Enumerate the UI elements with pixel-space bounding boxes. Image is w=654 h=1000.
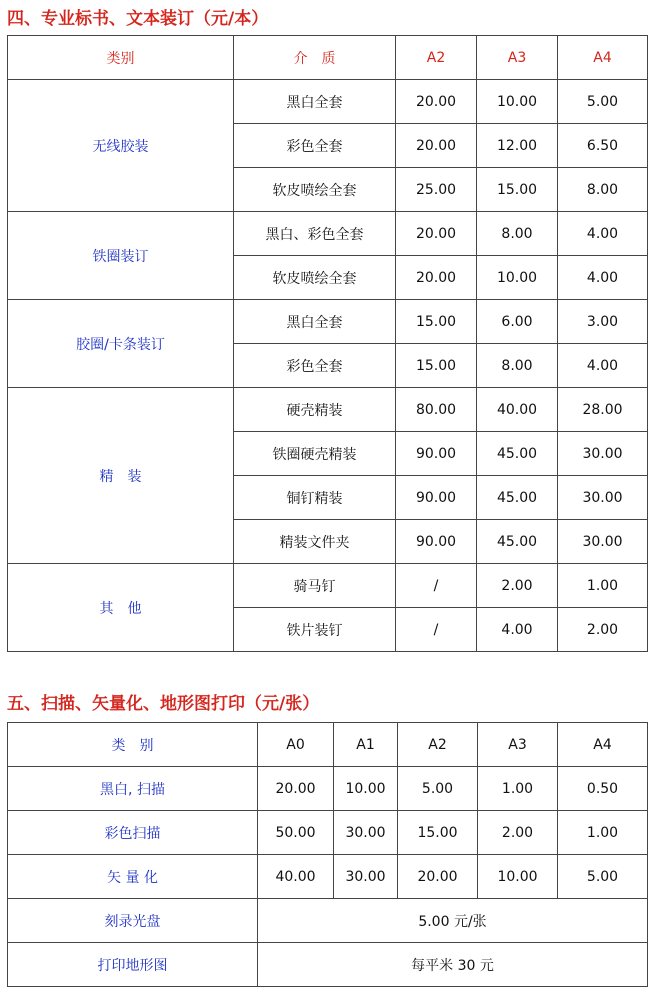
price-a3-cell: 45.00	[477, 520, 558, 564]
category-cell: 矢 量 化	[8, 855, 258, 899]
medium-cell: 骑马钉	[234, 564, 396, 608]
medium-cell: 彩色全套	[234, 344, 396, 388]
medium-cell: 软皮喷绘全套	[234, 168, 396, 212]
price-a3-cell: 15.00	[477, 168, 558, 212]
price-a3-cell: 8.00	[477, 212, 558, 256]
price-a3-cell: 10.00	[477, 256, 558, 300]
price-a2-cell: 5.00	[398, 767, 478, 811]
column-header: A2	[398, 723, 478, 767]
price-a2-cell: 25.00	[396, 168, 477, 212]
column-header: 介 质	[234, 36, 396, 80]
price-a2-cell: 15.00	[398, 811, 478, 855]
category-cell: 黑白, 扫描	[8, 767, 258, 811]
price-a0-cell: 40.00	[258, 855, 334, 899]
price-a3-cell: 8.00	[477, 344, 558, 388]
price-a3-cell: 1.00	[478, 767, 558, 811]
price-a2-cell: 15.00	[396, 300, 477, 344]
merged-value-cell: 5.00 元/张	[258, 899, 648, 943]
category-cell: 精 装	[8, 388, 234, 564]
price-a2-cell: 20.00	[396, 256, 477, 300]
price-a3-cell: 6.00	[477, 300, 558, 344]
medium-cell: 铜钉精装	[234, 476, 396, 520]
medium-cell: 彩色全套	[234, 124, 396, 168]
column-header: A4	[558, 36, 648, 80]
medium-cell: 黑白、彩色全套	[234, 212, 396, 256]
medium-cell: 铁圈硬壳精装	[234, 432, 396, 476]
binding-price-table	[7, 35, 648, 652]
category-cell: 打印地形图	[8, 943, 258, 987]
price-a1-cell: 30.00	[334, 855, 398, 899]
price-a2-cell: 20.00	[396, 124, 477, 168]
price-a3-cell: 2.00	[478, 811, 558, 855]
price-a3-cell: 2.00	[477, 564, 558, 608]
category-cell: 彩色扫描	[8, 811, 258, 855]
table-row	[8, 212, 648, 256]
medium-cell: 软皮喷绘全套	[234, 256, 396, 300]
price-a2-cell: 20.00	[396, 80, 477, 124]
merged-value-cell: 每平米 30 元	[258, 943, 648, 987]
price-a2-cell: /	[396, 608, 477, 652]
price-a0-cell: 50.00	[258, 811, 334, 855]
price-a2-cell: 20.00	[396, 212, 477, 256]
price-a4-cell: 28.00	[558, 388, 648, 432]
price-a4-cell: 2.00	[558, 608, 648, 652]
table-row	[8, 388, 648, 432]
scan-print-price-table	[7, 722, 648, 987]
price-a4-cell: 0.50	[558, 767, 648, 811]
header-row	[8, 36, 648, 80]
table-row	[8, 80, 648, 124]
price-a4-cell: 30.00	[558, 432, 648, 476]
price-a4-cell: 30.00	[558, 520, 648, 564]
price-a4-cell: 4.00	[558, 344, 648, 388]
medium-cell: 硬壳精装	[234, 388, 396, 432]
column-header: A1	[334, 723, 398, 767]
table-row	[8, 943, 648, 987]
price-a2-cell: 90.00	[396, 476, 477, 520]
section-5-title: 五、扫描、矢量化、地形图打印（元/张）	[7, 694, 320, 714]
table-row	[8, 300, 648, 344]
price-a4-cell: 6.50	[558, 124, 648, 168]
column-header: A0	[258, 723, 334, 767]
table-row	[8, 855, 648, 899]
medium-cell: 精装文件夹	[234, 520, 396, 564]
header-row	[8, 723, 648, 767]
price-a0-cell: 20.00	[258, 767, 334, 811]
price-a4-cell: 4.00	[558, 212, 648, 256]
price-a4-cell: 3.00	[558, 300, 648, 344]
column-header: A3	[478, 723, 558, 767]
price-a2-cell: 80.00	[396, 388, 477, 432]
price-a3-cell: 12.00	[477, 124, 558, 168]
price-a2-cell: 90.00	[396, 432, 477, 476]
table-row	[8, 811, 648, 855]
category-cell: 刻录光盘	[8, 899, 258, 943]
price-a1-cell: 30.00	[334, 811, 398, 855]
table-row	[8, 564, 648, 608]
price-a1-cell: 10.00	[334, 767, 398, 811]
column-header: A4	[558, 723, 648, 767]
column-header: 类别	[8, 36, 234, 80]
section-4-title: 四、专业标书、文本装订（元/本）	[7, 9, 269, 29]
column-header: A3	[477, 36, 558, 80]
price-a3-cell: 45.00	[477, 432, 558, 476]
price-a3-cell: 10.00	[478, 855, 558, 899]
price-a2-cell: 20.00	[398, 855, 478, 899]
column-header: 类 别	[8, 723, 258, 767]
category-cell: 其 他	[8, 564, 234, 652]
price-a4-cell: 5.00	[558, 855, 648, 899]
medium-cell: 黑白全套	[234, 300, 396, 344]
category-cell: 铁圈装订	[8, 212, 234, 300]
medium-cell: 铁片装钉	[234, 608, 396, 652]
price-a2-cell: /	[396, 564, 477, 608]
category-cell: 无线胶装	[8, 80, 234, 212]
price-a2-cell: 90.00	[396, 520, 477, 564]
price-a4-cell: 5.00	[558, 80, 648, 124]
medium-cell: 黑白全套	[234, 80, 396, 124]
table-row	[8, 767, 648, 811]
price-a3-cell: 4.00	[477, 608, 558, 652]
price-a4-cell: 1.00	[558, 564, 648, 608]
price-a3-cell: 45.00	[477, 476, 558, 520]
price-a2-cell: 15.00	[396, 344, 477, 388]
price-a4-cell: 4.00	[558, 256, 648, 300]
price-a4-cell: 30.00	[558, 476, 648, 520]
price-a3-cell: 40.00	[477, 388, 558, 432]
column-header: A2	[396, 36, 477, 80]
category-cell: 胶圈/卡条装订	[8, 300, 234, 388]
price-a4-cell: 1.00	[558, 811, 648, 855]
price-a3-cell: 10.00	[477, 80, 558, 124]
table-row	[8, 899, 648, 943]
price-a4-cell: 8.00	[558, 168, 648, 212]
